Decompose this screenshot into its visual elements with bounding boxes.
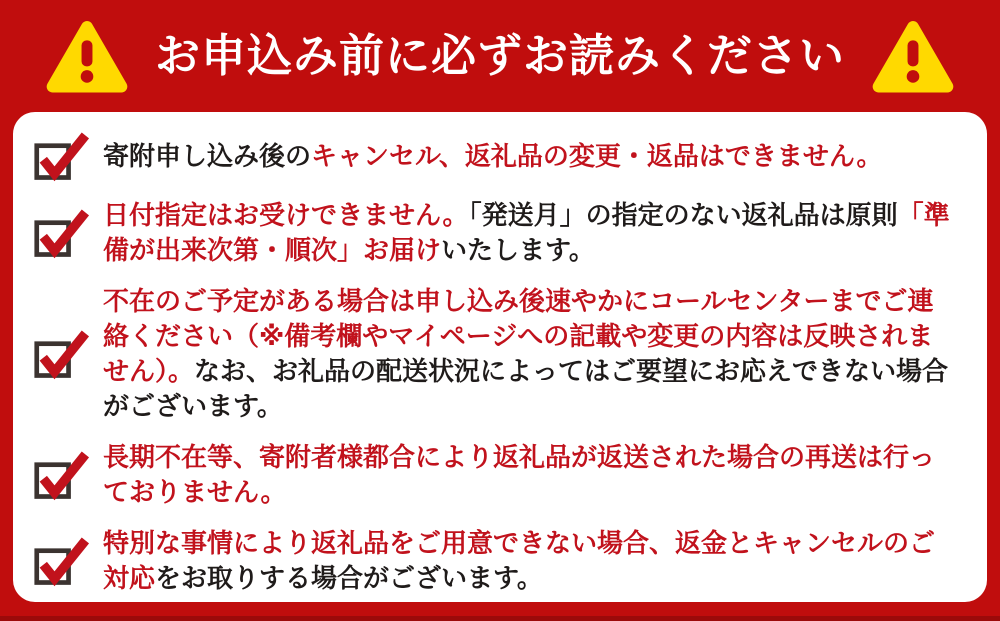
notice-text-segment: 「準備が出来次第・順次」お届け [103,200,950,265]
notice-text-segment: なお、お礼品の配送状況によってはご要望にお応えできない場合がございます。 [103,356,949,421]
checked-checkbox-icon [33,130,91,182]
notice-text-segment: 日付指定はお受けできません。 [103,200,469,230]
notice-text-segment: 寄附申し込み後の [103,140,312,171]
checked-checkbox-icon [33,207,91,259]
notice-text-segment: いたします。 [441,235,595,265]
notice-text-segment: 不在のご予定がある場合は申し込み後速やかにコールセンターまでご連絡ください（※備考欄やマイページへの記載や変更の内容は反映されません）。 [103,286,934,386]
notice-item [33,518,959,604]
warning-triangle-icon [871,18,955,98]
bottom-edge-shade [0,616,1000,621]
checked-checkbox-icon [33,535,91,587]
notice-text-segment: 「発送月」の指定のない返礼品は原則 [468,200,898,230]
checked-checkbox-icon [33,328,91,380]
checked-checkbox-icon [33,449,91,501]
notice-item [33,276,959,432]
notice-text-segment: 長期不在等、寄附者様都合により返礼品が返送された場合の再送は行っておりません。 [103,442,936,507]
notice-item [33,190,959,276]
notice-text [103,526,959,596]
notice-item [33,122,959,190]
notice-text [103,440,959,510]
notice-text [103,198,959,268]
notice-text-segment: 特別な事情により返礼品をご用意できない場合、返金とキャンセルのご対応 [103,528,936,593]
notice-text-segment: をお取りする場合がございます。 [155,563,543,593]
page-title: お申込み前に必ずお読みください [154,30,845,81]
header [0,0,1000,115]
notice-card [13,112,987,602]
warning-triangle-icon [45,18,129,98]
notice-item [33,432,959,518]
notice-text-segment: キャンセル、返礼品の変更・返品はできません。 [311,140,883,171]
notice-text [103,139,959,174]
notice-text [103,284,959,424]
